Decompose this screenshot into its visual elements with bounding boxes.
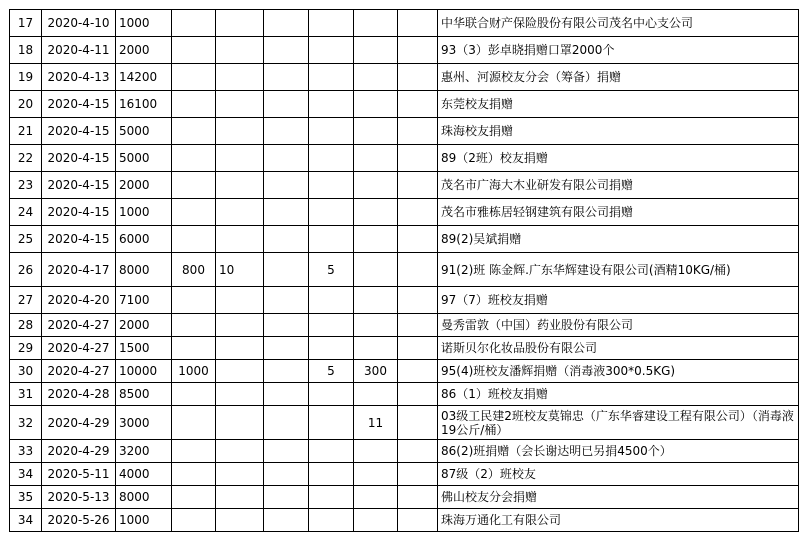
amount-cell[interactable]: 1500 (116, 337, 172, 360)
amount-cell[interactable]: 2000 (116, 172, 172, 199)
quantity-cell-3[interactable] (264, 145, 309, 172)
quantity-cell-4[interactable] (309, 172, 354, 199)
description-cell[interactable]: 03级工民建2班校友莫锦忠（广东华睿建设工程有限公司）（消毒液19公斤/桶） (438, 406, 799, 440)
quantity-cell-1[interactable] (172, 314, 216, 337)
table-row (10, 360, 799, 383)
table-row (10, 337, 799, 360)
description-cell[interactable]: 93（3）彭卓晓捐赠口罩2000个 (438, 37, 799, 64)
quantity-cell-5[interactable] (354, 199, 398, 226)
table-row (10, 172, 799, 199)
date-cell[interactable]: 2020-4-28 (42, 383, 116, 406)
quantity-cell-2[interactable] (216, 314, 264, 337)
quantity-cell-3[interactable] (264, 509, 309, 532)
table-row (10, 64, 799, 91)
date-cell[interactable]: 2020-4-20 (42, 287, 116, 314)
quantity-cell-4[interactable] (309, 37, 354, 64)
quantity-cell-5[interactable] (354, 172, 398, 199)
date-cell[interactable]: 2020-4-29 (42, 406, 116, 440)
row-number[interactable]: 18 (10, 37, 42, 64)
quantity-cell-5[interactable] (354, 337, 398, 360)
amount-cell[interactable]: 5000 (116, 145, 172, 172)
quantity-cell-5[interactable] (354, 314, 398, 337)
quantity-cell-4[interactable] (309, 10, 354, 37)
row-number[interactable]: 25 (10, 226, 42, 253)
quantity-cell-1[interactable] (172, 287, 216, 314)
amount-cell[interactable]: 2000 (116, 314, 172, 337)
quantity-cell-3[interactable] (264, 383, 309, 406)
row-number[interactable]: 35 (10, 486, 42, 509)
quantity-cell-3[interactable] (264, 64, 309, 91)
table-row (10, 91, 799, 118)
amount-cell[interactable]: 1000 (116, 509, 172, 532)
quantity-cell-2[interactable] (216, 337, 264, 360)
amount-cell[interactable]: 1000 (116, 199, 172, 226)
donation-table (9, 9, 799, 532)
amount-cell[interactable]: 2000 (116, 37, 172, 64)
amount-cell[interactable]: 8000 (116, 486, 172, 509)
quantity-cell-6[interactable] (398, 314, 438, 337)
quantity-cell-2[interactable] (216, 463, 264, 486)
description-cell[interactable]: 佛山校友分会捐赠 (438, 486, 799, 509)
quantity-cell-5[interactable] (354, 226, 398, 253)
quantity-cell-6[interactable] (398, 226, 438, 253)
date-cell[interactable]: 2020-4-27 (42, 360, 116, 383)
quantity-cell-5[interactable] (354, 91, 398, 118)
description-cell[interactable]: 珠海万通化工有限公司 (438, 509, 799, 532)
quantity-cell-5[interactable] (354, 64, 398, 91)
quantity-cell-3[interactable] (264, 118, 309, 145)
quantity-cell-6[interactable] (398, 360, 438, 383)
quantity-cell-4[interactable]: 5 (309, 360, 354, 383)
table-row (10, 10, 799, 37)
quantity-cell-5[interactable] (354, 118, 398, 145)
date-cell[interactable]: 2020-5-11 (42, 463, 116, 486)
quantity-cell-3[interactable] (264, 360, 309, 383)
table-row (10, 406, 799, 440)
row-number[interactable]: 23 (10, 172, 42, 199)
quantity-cell-4[interactable] (309, 118, 354, 145)
quantity-cell-6[interactable] (398, 145, 438, 172)
date-cell[interactable]: 2020-4-17 (42, 253, 116, 287)
quantity-cell-1[interactable]: 800 (172, 253, 216, 287)
date-cell[interactable]: 2020-5-13 (42, 486, 116, 509)
quantity-cell-4[interactable] (309, 509, 354, 532)
row-number[interactable]: 31 (10, 383, 42, 406)
quantity-cell-1[interactable] (172, 145, 216, 172)
date-cell[interactable]: 2020-4-15 (42, 172, 116, 199)
quantity-cell-2[interactable]: 10 (216, 253, 264, 287)
quantity-cell-5[interactable]: 300 (354, 360, 398, 383)
quantity-cell-5[interactable] (354, 145, 398, 172)
amount-cell[interactable]: 8500 (116, 383, 172, 406)
quantity-cell-5[interactable] (354, 509, 398, 532)
amount-cell[interactable]: 16100 (116, 91, 172, 118)
date-cell[interactable]: 2020-4-15 (42, 226, 116, 253)
quantity-cell-2[interactable] (216, 172, 264, 199)
quantity-cell-3[interactable] (264, 406, 309, 440)
row-number[interactable]: 27 (10, 287, 42, 314)
amount-cell[interactable]: 8000 (116, 253, 172, 287)
date-cell[interactable]: 2020-4-27 (42, 337, 116, 360)
quantity-cell-1[interactable] (172, 406, 216, 440)
table-row (10, 226, 799, 253)
description-cell[interactable]: 惠州、河源校友分会（筹备）捐赠 (438, 64, 799, 91)
quantity-cell-6[interactable] (398, 406, 438, 440)
date-cell[interactable]: 2020-4-15 (42, 199, 116, 226)
quantity-cell-4[interactable] (309, 199, 354, 226)
quantity-cell-1[interactable] (172, 509, 216, 532)
quantity-cell-4[interactable] (309, 440, 354, 463)
date-cell[interactable]: 2020-4-13 (42, 64, 116, 91)
quantity-cell-6[interactable] (398, 440, 438, 463)
description-cell[interactable]: 87级（2）班校友 (438, 463, 799, 486)
table-body (10, 10, 799, 532)
quantity-cell-3[interactable] (264, 440, 309, 463)
quantity-cell-5[interactable] (354, 440, 398, 463)
quantity-cell-2[interactable] (216, 199, 264, 226)
quantity-cell-5[interactable] (354, 10, 398, 37)
table-row (10, 440, 799, 463)
quantity-cell-5[interactable] (354, 486, 398, 509)
date-cell[interactable]: 2020-4-15 (42, 118, 116, 145)
quantity-cell-1[interactable] (172, 463, 216, 486)
table-row (10, 145, 799, 172)
description-cell[interactable]: 86（1）班校友捐赠 (438, 383, 799, 406)
quantity-cell-1[interactable] (172, 37, 216, 64)
quantity-cell-4[interactable] (309, 314, 354, 337)
quantity-cell-2[interactable] (216, 486, 264, 509)
quantity-cell-6[interactable] (398, 287, 438, 314)
quantity-cell-4[interactable] (309, 91, 354, 118)
quantity-cell-5[interactable] (354, 37, 398, 64)
quantity-cell-2[interactable] (216, 64, 264, 91)
description-cell[interactable]: 中华联合财产保险股份有限公司茂名中心支公司 (438, 10, 799, 37)
row-number[interactable]: 19 (10, 64, 42, 91)
description-cell[interactable]: 95(4)班校友潘辉捐赠（消毒液300*0.5KG) (438, 360, 799, 383)
table-row (10, 37, 799, 64)
quantity-cell-2[interactable] (216, 509, 264, 532)
quantity-cell-1[interactable] (172, 226, 216, 253)
quantity-cell-2[interactable] (216, 91, 264, 118)
quantity-cell-5[interactable]: 11 (354, 406, 398, 440)
quantity-cell-4[interactable] (309, 287, 354, 314)
quantity-cell-6[interactable] (398, 91, 438, 118)
date-cell[interactable]: 2020-4-11 (42, 37, 116, 64)
quantity-cell-1[interactable] (172, 118, 216, 145)
quantity-cell-3[interactable] (264, 199, 309, 226)
quantity-cell-2[interactable] (216, 383, 264, 406)
quantity-cell-4[interactable]: 5 (309, 253, 354, 287)
row-number[interactable]: 17 (10, 10, 42, 37)
description-cell[interactable]: 曼秀雷敦（中国）药业股份有限公司 (438, 314, 799, 337)
description-cell[interactable]: 珠海校友捐赠 (438, 118, 799, 145)
table-row (10, 253, 799, 287)
quantity-cell-5[interactable] (354, 287, 398, 314)
quantity-cell-2[interactable] (216, 406, 264, 440)
row-number[interactable]: 32 (10, 406, 42, 440)
table-row (10, 314, 799, 337)
quantity-cell-2[interactable] (216, 440, 264, 463)
quantity-cell-6[interactable] (398, 37, 438, 64)
quantity-cell-3[interactable] (264, 91, 309, 118)
row-number[interactable]: 29 (10, 337, 42, 360)
quantity-cell-1[interactable] (172, 337, 216, 360)
quantity-cell-4[interactable] (309, 64, 354, 91)
table-row (10, 287, 799, 314)
quantity-cell-2[interactable] (216, 37, 264, 64)
quantity-cell-3[interactable] (264, 486, 309, 509)
quantity-cell-3[interactable] (264, 314, 309, 337)
date-cell[interactable]: 2020-4-29 (42, 440, 116, 463)
quantity-cell-1[interactable] (172, 64, 216, 91)
quantity-cell-4[interactable] (309, 337, 354, 360)
description-cell[interactable]: 东莞校友捐赠 (438, 91, 799, 118)
quantity-cell-6[interactable] (398, 486, 438, 509)
quantity-cell-1[interactable] (172, 10, 216, 37)
quantity-cell-6[interactable] (398, 199, 438, 226)
quantity-cell-4[interactable] (309, 145, 354, 172)
description-cell[interactable]: 89(2)吴斌捐赠 (438, 226, 799, 253)
description-cell[interactable]: 89（2班）校友捐赠 (438, 145, 799, 172)
quantity-cell-2[interactable] (216, 118, 264, 145)
quantity-cell-4[interactable] (309, 406, 354, 440)
quantity-cell-6[interactable] (398, 383, 438, 406)
amount-cell[interactable]: 1000 (116, 10, 172, 37)
quantity-cell-5[interactable] (354, 383, 398, 406)
description-cell[interactable]: 91(2)班 陈金辉.广东华辉建设有限公司(酒精10KG/桶) (438, 253, 799, 287)
quantity-cell-6[interactable] (398, 253, 438, 287)
amount-cell[interactable]: 6000 (116, 226, 172, 253)
quantity-cell-4[interactable] (309, 486, 354, 509)
quantity-cell-1[interactable] (172, 91, 216, 118)
quantity-cell-1[interactable] (172, 486, 216, 509)
description-cell[interactable]: 86(2)班捐赠（会长谢达明已另捐4500个） (438, 440, 799, 463)
row-number[interactable]: 34 (10, 509, 42, 532)
quantity-cell-4[interactable] (309, 463, 354, 486)
quantity-cell-1[interactable]: 1000 (172, 360, 216, 383)
row-number[interactable]: 34 (10, 463, 42, 486)
quantity-cell-6[interactable] (398, 10, 438, 37)
amount-cell[interactable]: 7100 (116, 287, 172, 314)
quantity-cell-6[interactable] (398, 172, 438, 199)
date-cell[interactable]: 2020-4-10 (42, 10, 116, 37)
quantity-cell-5[interactable] (354, 253, 398, 287)
amount-cell[interactable]: 14200 (116, 64, 172, 91)
quantity-cell-3[interactable] (264, 226, 309, 253)
quantity-cell-3[interactable] (264, 10, 309, 37)
row-number[interactable]: 24 (10, 199, 42, 226)
quantity-cell-6[interactable] (398, 509, 438, 532)
quantity-cell-4[interactable] (309, 383, 354, 406)
amount-cell[interactable]: 5000 (116, 118, 172, 145)
quantity-cell-1[interactable] (172, 172, 216, 199)
quantity-cell-3[interactable] (264, 463, 309, 486)
row-number[interactable]: 22 (10, 145, 42, 172)
description-cell[interactable]: 诺斯贝尔化妆品股份有限公司 (438, 337, 799, 360)
date-cell[interactable]: 2020-4-27 (42, 314, 116, 337)
date-cell[interactable]: 2020-4-15 (42, 145, 116, 172)
amount-cell[interactable]: 3000 (116, 406, 172, 440)
quantity-cell-6[interactable] (398, 463, 438, 486)
table-row (10, 463, 799, 486)
quantity-cell-1[interactable] (172, 440, 216, 463)
quantity-cell-2[interactable] (216, 145, 264, 172)
quantity-cell-2[interactable] (216, 287, 264, 314)
quantity-cell-3[interactable] (264, 287, 309, 314)
table-row (10, 383, 799, 406)
amount-cell[interactable]: 10000 (116, 360, 172, 383)
table-row (10, 118, 799, 145)
quantity-cell-3[interactable] (264, 172, 309, 199)
row-number[interactable]: 20 (10, 91, 42, 118)
quantity-cell-3[interactable] (264, 37, 309, 64)
quantity-cell-2[interactable] (216, 10, 264, 37)
row-number[interactable]: 28 (10, 314, 42, 337)
description-cell[interactable]: 茂名市雅栋居轻钢建筑有限公司捐赠 (438, 199, 799, 226)
description-cell[interactable]: 茂名市广海大木业研发有限公司捐赠 (438, 172, 799, 199)
quantity-cell-2[interactable] (216, 360, 264, 383)
row-number[interactable]: 30 (10, 360, 42, 383)
amount-cell[interactable]: 4000 (116, 463, 172, 486)
date-cell[interactable]: 2020-4-15 (42, 91, 116, 118)
quantity-cell-6[interactable] (398, 337, 438, 360)
quantity-cell-3[interactable] (264, 337, 309, 360)
row-number[interactable]: 26 (10, 253, 42, 287)
quantity-cell-1[interactable] (172, 383, 216, 406)
table-row (10, 199, 799, 226)
row-number[interactable]: 21 (10, 118, 42, 145)
row-number[interactable]: 33 (10, 440, 42, 463)
quantity-cell-2[interactable] (216, 226, 264, 253)
amount-cell[interactable]: 3200 (116, 440, 172, 463)
date-cell[interactable]: 2020-5-26 (42, 509, 116, 532)
quantity-cell-6[interactable] (398, 64, 438, 91)
quantity-cell-3[interactable] (264, 253, 309, 287)
quantity-cell-5[interactable] (354, 463, 398, 486)
description-cell[interactable]: 97（7）班校友捐赠 (438, 287, 799, 314)
quantity-cell-1[interactable] (172, 199, 216, 226)
table-row (10, 509, 799, 532)
quantity-cell-4[interactable] (309, 226, 354, 253)
table-row (10, 486, 799, 509)
quantity-cell-6[interactable] (398, 118, 438, 145)
